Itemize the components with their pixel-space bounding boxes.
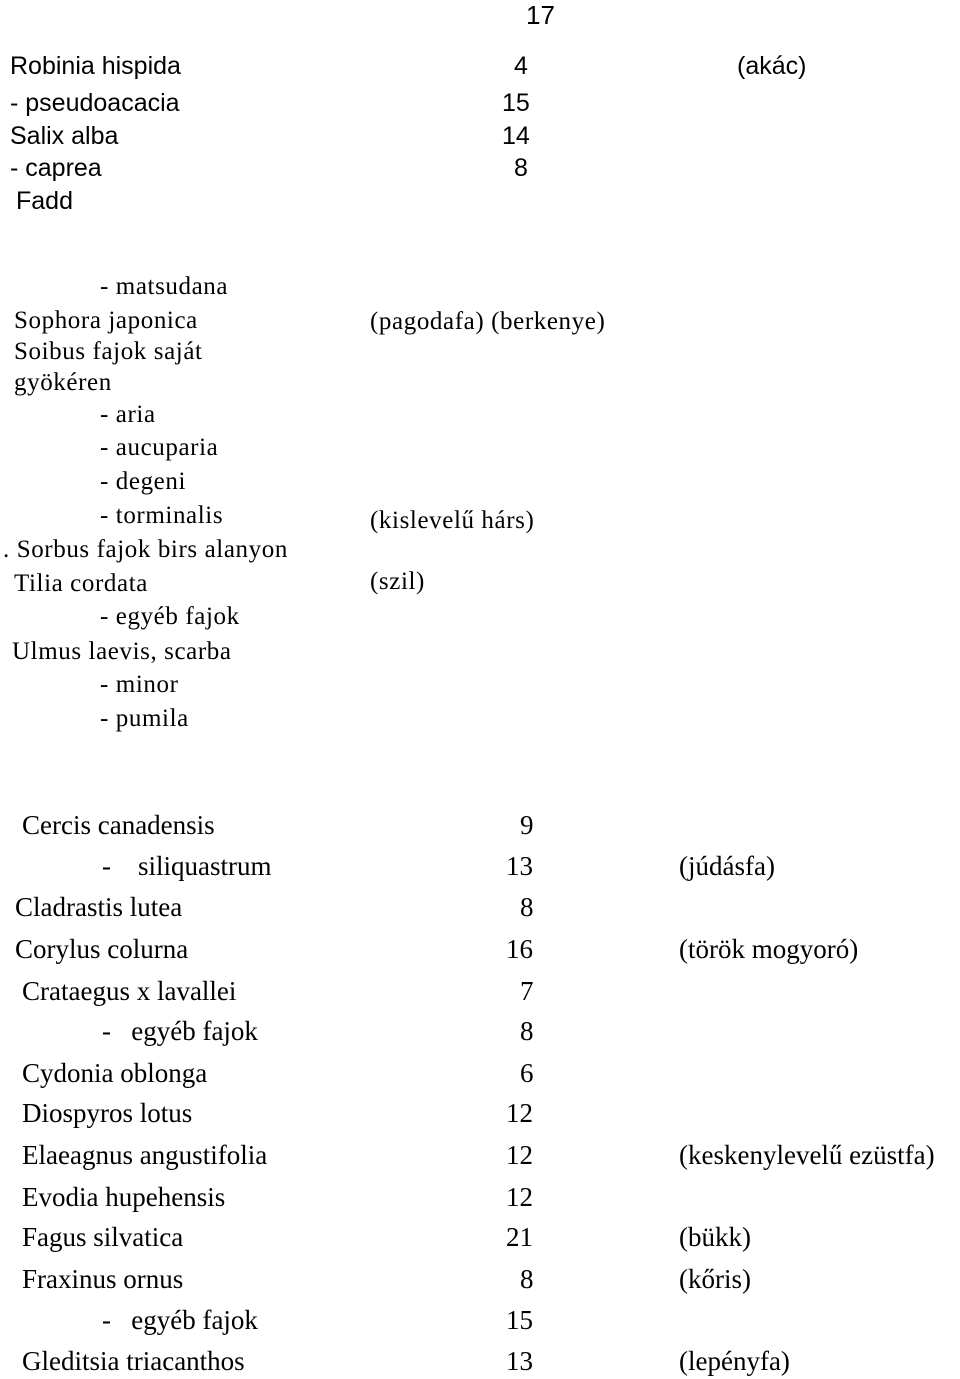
species-name: Fagus silvatica xyxy=(22,1222,184,1252)
species-count: 8 xyxy=(514,154,528,182)
species-name: Corylus colurna xyxy=(15,934,189,964)
species-count: 7 xyxy=(520,976,534,1006)
species-name: Robinia hispida xyxy=(10,52,181,80)
species-common-name: (pagodafa) (berkenye) xyxy=(370,308,606,335)
species-name: Tilia cordata xyxy=(14,570,148,597)
species-name: Ulmus laevis, scarba xyxy=(12,638,232,665)
species-name: Soibus fajok saját xyxy=(14,338,203,365)
species-count: 8 xyxy=(520,1264,534,1294)
species-name: - minor xyxy=(100,671,179,698)
species-name: Crataegus x lavallei xyxy=(22,976,237,1006)
species-common-name: (akác) xyxy=(737,52,807,80)
species-count: 12 xyxy=(506,1182,533,1212)
species-common-name: (júdásfa) xyxy=(679,851,775,881)
species-name: - caprea xyxy=(10,154,102,182)
species-common-name: (lepényfa) xyxy=(679,1346,790,1376)
species-name: - egyéb fajok xyxy=(100,603,240,630)
species-count: 12 xyxy=(506,1140,533,1170)
species-name: - pseudoacacia xyxy=(10,89,180,117)
species-name: Diospyros lotus xyxy=(22,1098,193,1128)
species-name: - siliquastrum xyxy=(102,851,272,881)
species-count: 21 xyxy=(506,1222,533,1252)
species-common-name: (török mogyoró) xyxy=(679,934,859,964)
species-common-name: (kislevelű hárs) xyxy=(370,507,535,534)
species-count: 4 xyxy=(514,52,528,80)
species-count: 16 xyxy=(506,934,533,964)
species-name: - egyéb fajok xyxy=(102,1016,258,1046)
species-name: . Sorbus fajok birs alanyon xyxy=(3,536,288,563)
species-count: 15 xyxy=(506,1305,533,1335)
species-name: gyökéren xyxy=(14,369,112,396)
species-count: 6 xyxy=(520,1058,534,1088)
species-name: - degeni xyxy=(100,468,187,495)
species-count: 9 xyxy=(520,810,534,840)
species-count: 13 xyxy=(506,851,533,881)
species-name: Elaeagnus angustifolia xyxy=(22,1140,268,1170)
species-name: Sophora japonica xyxy=(14,307,198,334)
species-name: Evodia hupehensis xyxy=(22,1182,226,1212)
species-common-name: (szil) xyxy=(370,568,425,595)
species-name: - aria xyxy=(100,401,156,428)
page-number: 17 xyxy=(526,0,555,30)
species-name: Cercis canadensis xyxy=(22,810,215,840)
species-name: Cladrastis lutea xyxy=(15,892,183,922)
species-name: Salix alba xyxy=(10,122,119,150)
species-name: - aucuparia xyxy=(100,434,219,461)
species-name: Cydonia oblonga xyxy=(22,1058,208,1088)
species-name: Fraxinus ornus xyxy=(22,1264,184,1294)
species-count: 15 xyxy=(502,89,530,117)
species-name: - matsudana xyxy=(100,273,229,300)
species-name: - egyéb fajok xyxy=(102,1305,258,1335)
species-common-name: (bükk) xyxy=(679,1222,751,1252)
species-common-name: (kőris) xyxy=(679,1264,751,1294)
species-count: 8 xyxy=(520,1016,534,1046)
species-count: 13 xyxy=(506,1346,533,1376)
species-count: 14 xyxy=(502,122,530,150)
species-count: 8 xyxy=(520,892,534,922)
species-count: 12 xyxy=(506,1098,533,1128)
species-name: - torminalis xyxy=(100,502,224,529)
species-name: Gleditsia triacanthos xyxy=(22,1346,245,1376)
species-name: - pumila xyxy=(100,705,189,732)
species-common-name: (keskenylevelű ezüstfa) xyxy=(679,1140,935,1170)
place-name: Fadd xyxy=(16,187,73,215)
